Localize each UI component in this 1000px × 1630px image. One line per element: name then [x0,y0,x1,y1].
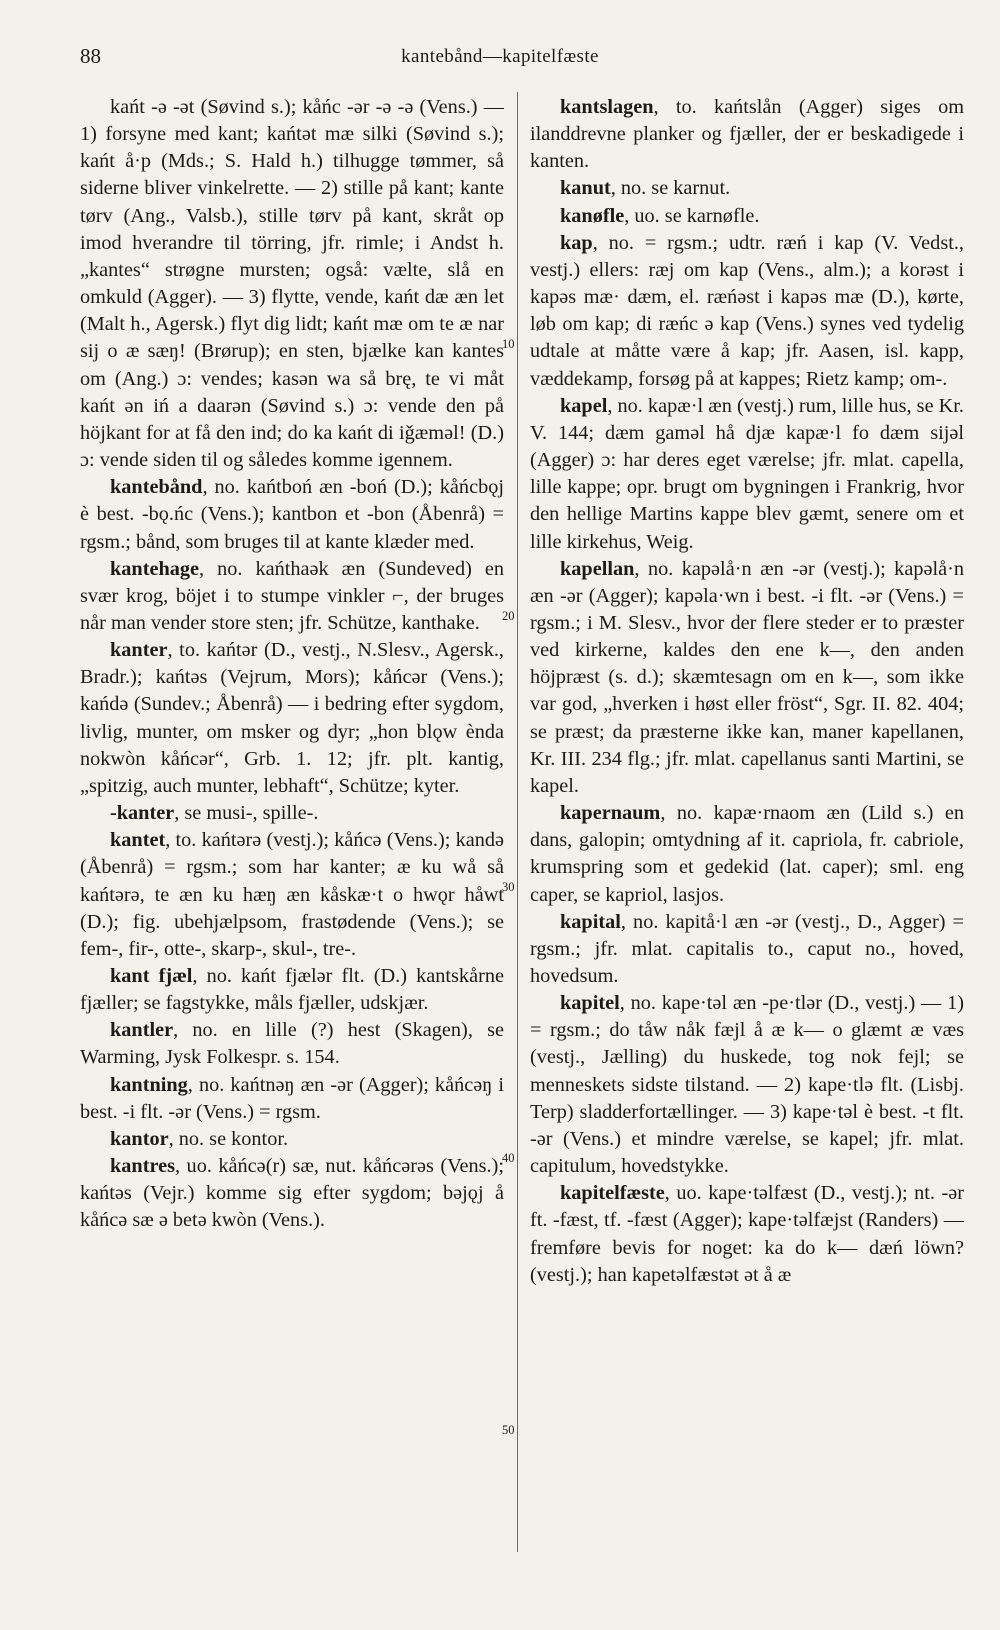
entry-text: , no. kape·təl æn -pe·tlər (D., vestj.) — 1) = rgsm.; do tåw nåk fæjl å æ k— o glæmt æ væs (vestj., Jælling) du huskede, tog nok fejl; se menneskets sidste tilstand. — 2) kape·tlə flt. (Lisbj. Terp) sladderfortællinger. — 3) kape·təl è best. -t flt. -ər (Vens.) et mindre værelse, se kapel; jfr. mlat. capitulum, hovedstykke. [530,992,964,1178]
line-number-30: 30 [502,880,515,894]
entry-text: , no. en lille (?) hest (Skagen), se Warming, Jysk Folkespr. s. 154. [80,1019,504,1069]
dictionary-entry [530,800,964,909]
dictionary-entry [80,474,504,555]
dictionary-entry [80,637,504,800]
dictionary-entry [80,556,504,637]
entry-headword: kantler [110,1019,174,1042]
entry-text: , uo. kåńcə(r) sæ, nut. kåńcərəs (Vens.); kańtəs (Vejr.) komme sig efter sygdom; bəjǫj å kåńcə sæ ə betə kwòn (Vens.). [80,1155,504,1232]
line-number-50: 50 [502,1423,515,1437]
entry-headword: kantet [110,829,166,852]
dictionary-entry [530,203,964,230]
entry-headword: kapitelfæste [560,1182,665,1205]
entry-text: , to. kańtərə (vestj.); kåńcə (Vens.); kandə (Åbenrå) = rgsm.; som har kanter; æ ku wå så kańtərə, te æn ku hæŋ æn kåskæ·t o hwǫr håwt (D.); fig. ubehjælpsom, frastødende (Vens.); se fem-, fir-, otte-, skarp-, skul-, tre-. [80,829,504,960]
entry-headword: kantor [110,1127,169,1150]
entry-text: , to. kańtslån (Agger) siges om ilanddrevne planker og fjæller, der er beskadigede i kanten. [530,96,964,173]
entry-text: , to. kańtər (D., vestj., N.Slesv., Agersk., Bradr.); kańtəs (Vejrum, Mors); kåńcər (Vens.); kańdə (Sundev.; Åbenrå) — i bedring efter sygdom, livlig, munter, om msker og dyr; „hon blǫw ènda nokwòn kåńcər“, Grb. 1. 12; jfr. plt. kantig, „spitzig, auch munter, lebhaft“, Schütze; kyter. [80,639,504,797]
column-divider [517,92,518,1552]
entry-text: , no. kańtboń æn -boń (D.); kåńcbǫj è best. -bǫ.ńc (Vens.); kantbon et -bon (Åbenrå) = rgsm.; bånd, som bruges til at kante klæder med. [80,476,504,553]
entry-headword: kapitel [560,992,620,1015]
dictionary-entry [530,556,964,800]
entry-headword: kantehage [110,557,200,580]
entry-text: , no. = rgsm.; udtr. ræń i kap (V. Vedst., vestj.) ellers: ræj om kap (Vens., alm.); a korəst i kapəs mæ· dæm, el. ræńəst i kapəs mæ (D.), kørte, løb om kap; di ræńc ə kap (Vens.) synes ved tydelig udtale at måtte være å kap; jfr. Aasen, isl. kapp, væddekamp, forsøg på at kappes; Rietz kamp; om-. [530,231,964,390]
left-column [80,94,504,1619]
dictionary-entry [530,230,964,393]
entry-text: , uo. se karnøfle. [624,204,760,227]
entry-headword: kantres [110,1155,175,1178]
page-number: 88 [80,44,101,68]
entry-text: , no. kańt fjælər flt. (D.) kantskårne fjæller; se fagstykke, måls fjæller, udskjær. [80,965,504,1015]
entry-headword: kanøfle [560,204,625,227]
entry-text: , no. kapitå·l æn -ər (vestj., D., Agger) = rgsm.; jfr. mlat. capitalis to., caput no., hoved, hovedsum. [530,910,964,987]
entry-text: , uo. kape·təlfæst (D., vestj.); nt. -ər ft. -fæst, tf. -fæst (Agger); kape·təlfæjst (Randers) — fremføre bevis for noget: ka do k— dæń löwn? (vestj.); han kapetəlfæstət ət å æ [530,1182,964,1286]
dictionary-entry [530,1180,964,1289]
entry-text: , se musi-, spille-. [174,802,319,825]
entry-text: , no. kapæ·rnaom æn (Lild s.) en dans, galopin; omtydning af it. capriola, fr. cabriole, krumspring som et gedekid (lat. caper); sml. eng caper, se kapriol, lasjos. [530,802,964,906]
dictionary-entry [80,94,504,474]
entry-headword: kapernaum [560,802,661,825]
entry-headword: kanut [560,177,611,200]
entry-headword: kanter [110,639,168,662]
entry-headword: kantning [110,1073,188,1096]
dictionary-entry [530,990,964,1180]
dictionary-entry [80,827,504,963]
line-number-10: 10 [502,337,515,351]
entry-headword: kantebånd [110,476,203,499]
dictionary-entry [80,1126,504,1153]
entry-headword: -kanter [110,802,175,825]
dictionary-entry [80,1072,504,1126]
entry-headword: kant fjæl [110,965,193,987]
entry-text: kańt -ə -ət (Søvind s.); kåńc -ər -ə -ə (Vens.) — 1) forsyne med kant; kańtət mæ silki (Søvind s.); kańt å·p (Mds.; S. Hald h.) tilhugge tømmer, så siderne bliver vinkelrette. — 2) stille på kant; kante tørv (Ang., Valsb.), stille tørv på kant, skråt op imod hverandre til törring, jfr. rimle; i Andst h. „kantes“ strøgne mursten; også: vælte, slå en omkuld (Agger). — 3) flytte, vende, kańt dæ æn let (Malt h., Agersk.) flyt dig lidt; kańt mæ om te æ nar sij o æ sæŋ! (Brørup); en sten, bjælke kan kantes om (Ang.) ɔ: vendes; kasən wa så brę, te vi måt kańt ən iń a daarən (Søvind s.) ɔ: vende den på höjkant for at få den ind; do ka kańt di iǧæməl! (D.) ɔ: vende siden til og således komme igennem. [80,96,504,472]
right-column [530,94,964,1619]
line-number-20: 20 [502,609,515,623]
entry-text: , no. se karnut. [610,177,731,200]
entry-text: , no. kapəlå·n æn -ər (vestj.); kapəlå·n æn -ər (Agger); kapəla·wn i best. -i flt. -ər (Vens.) = rgsm.; i M. Slesv., hvor der flere steder er to præster ved kirkerne, kaldes den ene k—, den anden höjpræst (s. d.); skæmtesagn om en k—, som ikke var god, „hverken i høst eller fröst“, Sgr. II. 82. 404; se præst; da præsterne ikke kan, maner kapellanen, Kr. III. 234 flg.; jfr. mlat. capellanus santi Martini, se kapel. [530,557,964,797]
dictionary-entry [530,909,964,990]
entry-text: , no. kapæ·l æn (vestj.) rum, lille hus, se Kr. V. 144; dæm gaməl hå djæ kapæ·l fo dæm sijəl (Agger) ɔ: har deres eget værelse; jfr. mlat. capella, lille kappe; opr. brugt om bygningen i Frankrig, hvor den hellige Martins kappe blev gæmt, senere om et lille kirkehus, Weig. [530,394,964,553]
dictionary-entry [80,963,504,1017]
dictionary-entry [530,175,964,202]
entry-headword: kapital [560,910,621,933]
entry-text: , no. kańtnəŋ æn -ər (Agger); kåńcəŋ i best. -i flt. -ər (Vens.) = rgsm. [80,1073,504,1123]
entry-headword: kapellan [560,557,635,580]
line-number-40: 40 [502,1151,515,1165]
entry-text: , no. kańthaək æn (Sundeved) en svær krog, böjet i to stumpe vinkler ⌐, der bruges når man vender store sten; jfr. Schütze, kanthake. [80,557,504,634]
entry-headword: kantslagen [560,96,654,118]
running-head: kantebånd—kapitelfæste [401,46,599,67]
entry-text: , no. se kontor. [168,1127,289,1150]
dictionary-entry [530,393,964,556]
entry-headword: kap [560,231,593,254]
dictionary-entry [80,1017,504,1071]
dictionary-entry [530,94,964,175]
entry-headword: kapel [560,394,608,417]
dictionary-entry [80,1153,504,1234]
dictionary-entry [80,800,504,827]
